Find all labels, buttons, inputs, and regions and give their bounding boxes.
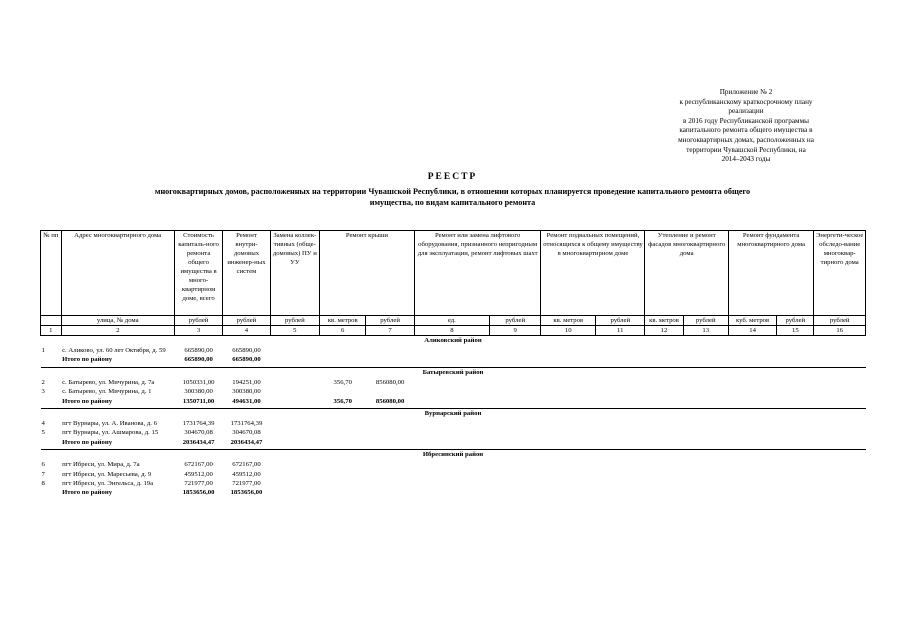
row-engineering: 721977,00	[232, 480, 261, 488]
col-number: 1	[41, 326, 62, 336]
row-address: пгт Ибреси, ул. Энгельса, д. 19а	[62, 480, 154, 488]
unit-cell: рублей	[683, 316, 728, 326]
unit-cell: рублей	[223, 316, 270, 326]
row-number: 5	[41, 429, 45, 437]
row-engineering: 665890,00	[232, 347, 261, 354]
col-number: 9	[489, 326, 541, 336]
total-engineering: 665890,00	[232, 356, 261, 364]
total-roof-area	[320, 488, 366, 499]
row-roof-cost	[366, 460, 414, 469]
row-engineering: 459512,00	[232, 470, 261, 478]
table-row	[41, 378, 866, 387]
col-number: 3	[174, 326, 222, 336]
total-roof-cost	[366, 355, 414, 367]
row-roof-cost	[366, 387, 414, 396]
header-engineering: Ремонт внутри-домовых инженер-ных систем	[223, 231, 270, 316]
col-number: 12	[645, 326, 683, 336]
total-label: Итого по району	[62, 438, 113, 446]
col-number: 7	[366, 326, 414, 336]
district-name: Аликовский район	[41, 336, 866, 347]
total-label: Итого по району	[62, 397, 113, 405]
row-number: 2	[41, 378, 45, 386]
col-number: 16	[814, 326, 866, 336]
row-roof-cost	[366, 470, 414, 479]
row-cost: 672167,00	[184, 461, 213, 469]
table-row	[41, 346, 866, 355]
district-row	[41, 450, 866, 461]
document-subtitle: многоквартирных домов, расположенных на территории Чувашской Республики, в отношении которых планируется проведение капитального ремонта общего имущества, по видам капитального ремонта	[154, 187, 751, 207]
row-roof-cost: 856080,00	[375, 378, 405, 386]
row-roof-cost	[366, 419, 414, 428]
table-row	[41, 470, 866, 479]
header-energy: Энергети-ческое обследо-вание многоквар-тирного дома	[814, 231, 866, 316]
col-number: 14	[728, 326, 776, 336]
col-number: 8	[414, 326, 489, 336]
col-number: 15	[777, 326, 814, 336]
header-cost: Стоимость капиталь-ного ремонта общего имущества в много-квартирном доме, всего	[174, 231, 222, 316]
total-label: Итого по району	[62, 489, 113, 497]
total-roof-cost: 856080,00	[375, 397, 405, 405]
district-name: Ибресинский район	[41, 450, 866, 461]
table-row	[41, 428, 866, 437]
district-name: Вурнарский район	[41, 409, 866, 420]
total-cost: 2036434,47	[182, 438, 215, 446]
row-address: пгт Вурнары, ул. Ашмарова, д. 15	[62, 429, 159, 437]
header-num: № пп	[41, 231, 62, 316]
district-total-row	[41, 397, 866, 409]
table-row	[41, 387, 866, 396]
unit-cell: рублей	[596, 316, 645, 326]
row-address: с. Аликово, ул. 60 лет Октября, д. 59	[62, 347, 166, 354]
registry-table	[40, 230, 866, 500]
row-cost: 665890,00	[184, 347, 213, 354]
row-engineering: 672167,00	[232, 461, 261, 469]
row-engineering: 300380,00	[232, 388, 261, 396]
district-total-row	[41, 355, 866, 367]
appendix-line: Приложение № 2	[719, 88, 773, 96]
header-roof: Ремонт крыши	[320, 231, 415, 316]
total-roof-area: 356,70	[333, 397, 352, 405]
row-roof-area	[320, 479, 366, 488]
district-total-row	[41, 488, 866, 499]
row-roof-cost	[366, 346, 414, 355]
row-address: с. Батырево, ул. Мичурина, д. 1	[62, 388, 152, 396]
row-cost: 721977,00	[184, 480, 213, 488]
header-meters: Замена коллек-тивных (обще-домовых) ПУ и УУ	[270, 231, 319, 316]
appendix-line: многоквартирных домах, расположенных на	[678, 135, 814, 144]
unit-cell: рублей	[489, 316, 541, 326]
total-roof-area	[320, 355, 366, 367]
table-row	[41, 419, 866, 428]
header-facade: Утепление и ремонт фасадов многоквартирного дома	[645, 231, 728, 316]
unit-cell: кв. метров	[320, 316, 366, 326]
total-label: Итого по району	[62, 356, 113, 364]
row-address: пгт Вурнары, ул. А. Иванова, д. 6	[62, 420, 157, 428]
col-number: 13	[683, 326, 728, 336]
row-cost: 1731764,39	[182, 420, 215, 428]
header-address: Адрес многоквартирного дома	[61, 231, 174, 316]
total-roof-cost	[366, 488, 414, 499]
row-roof-area	[320, 470, 366, 479]
unit-empty	[41, 316, 62, 326]
row-roof-area	[320, 346, 366, 355]
row-cost: 304670,08	[184, 429, 213, 437]
header-foundation: Ремонт фундамента многоквартирного дома	[728, 231, 813, 316]
row-address: пгт Ибреси, ул. Мира, д. 7а	[62, 461, 140, 469]
row-roof-cost	[366, 428, 414, 437]
appendix-line: 2014–2043 годы	[721, 155, 771, 164]
row-roof-cost	[366, 479, 414, 488]
unit-cell: рублей	[174, 316, 222, 326]
row-engineering: 1731764,39	[230, 420, 263, 428]
appendix-line: территории Чувашской Республики, на	[686, 145, 806, 154]
col-number: 11	[596, 326, 645, 336]
row-number: 4	[41, 420, 45, 428]
district-row	[41, 367, 866, 378]
district-row	[41, 409, 866, 420]
district-name: Батыревский район	[41, 367, 866, 378]
unit-cell: кв. метров	[645, 316, 683, 326]
document-title: РЕЕСТР	[427, 172, 478, 182]
row-address: с. Батырево, ул. Мичурина, д. 7а	[62, 378, 155, 386]
total-cost: 1853656,00	[182, 489, 215, 497]
unit-cell: улица, № дома	[61, 316, 174, 326]
col-number: 6	[320, 326, 366, 336]
total-cost: 665890,00	[184, 356, 213, 364]
col-number: 2	[61, 326, 174, 336]
row-engineering: 304670,08	[232, 429, 261, 437]
row-number: 6	[41, 461, 45, 469]
table-row	[41, 479, 866, 488]
total-engineering: 2036434,47	[230, 438, 263, 446]
row-roof-area	[320, 387, 366, 396]
total-roof-cost	[366, 438, 414, 450]
unit-cell: рублей	[366, 316, 414, 326]
unit-cell: рублей	[777, 316, 814, 326]
unit-cell: кв. метров	[541, 316, 596, 326]
row-roof-area: 356,70	[333, 378, 352, 386]
row-address: пгт Ибреси, ул. Маресьева, д. 9	[62, 470, 152, 478]
district-total-row	[41, 438, 866, 450]
district-row	[41, 336, 866, 347]
unit-cell: рублей	[814, 316, 866, 326]
row-roof-area	[320, 460, 366, 469]
total-engineering: 1853656,00	[230, 489, 263, 497]
row-roof-area	[320, 419, 366, 428]
table-row	[41, 460, 866, 469]
row-number: 1	[41, 347, 45, 354]
row-number: 7	[41, 470, 45, 478]
total-engineering: 494631,00	[232, 397, 261, 405]
unit-cell: рублей	[270, 316, 319, 326]
unit-cell: куб. метров	[728, 316, 776, 326]
appendix-note	[652, 88, 840, 165]
header-basement: Ремонт подвальных помещений, относящихся к общему имуществу в многоквартирном доме	[541, 231, 645, 316]
col-number: 4	[223, 326, 270, 336]
row-number: 8	[41, 480, 45, 488]
appendix-line: реализации	[728, 107, 764, 116]
row-number: 3	[41, 388, 45, 396]
col-number: 5	[270, 326, 319, 336]
row-roof-area	[320, 428, 366, 437]
col-number: 10	[541, 326, 596, 336]
appendix-line: к республиканскому краткосрочному плану	[679, 97, 813, 106]
row-cost: 300380,00	[184, 388, 213, 396]
row-cost: 459512,00	[184, 470, 213, 478]
appendix-line: в 2016 году Республиканской программы	[683, 116, 809, 125]
header-elevator: Ремонт или замена лифтового оборудования, признанного непригодным для эксплуатации, ремонт лифтовых шахт	[414, 231, 541, 316]
total-cost: 1350711,00	[182, 397, 215, 405]
row-engineering: 194251,00	[232, 378, 261, 386]
appendix-line: капитального ремонта общего имущества в	[679, 126, 813, 135]
total-roof-area	[320, 438, 366, 450]
row-cost: 1050331,00	[182, 378, 215, 386]
unit-cell: ед.	[414, 316, 489, 326]
